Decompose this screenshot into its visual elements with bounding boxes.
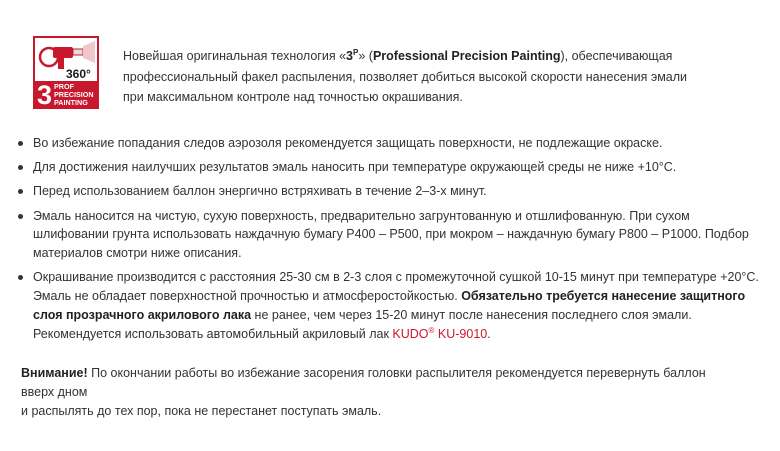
badge-line-painting: PAINTING [54,98,88,107]
list-item [18,207,763,263]
intro-tech-name: $3^P$ [346,48,359,64]
note-text: Перед использованием баллон энергично встряхивать в течение 2–3-х минут. [33,184,487,199]
badge-360-label: 360° [66,67,91,81]
note-text: Эмаль наносится на чистую, сухую поверхность, предварительно загрунтованную и отшлифованную. При сухом шлифовании грунта использовать наждачную бумагу P400 – P500, при мокром – наждачную бумагу P800 – P1000. Подбор материалов смотри ниже описания. [33,208,749,261]
note-text: Во избежание попадания следов аэрозоля рекомендуется защищать поверхности, не подлежащие окраске. [33,136,663,150]
intro-line-3: при максимальном контроле над точностью окрашивания. [123,90,463,105]
precision-painting-badge [33,36,99,109]
badge-line-prof: PROF [54,82,74,91]
warning-paragraph [21,364,741,421]
list-item [18,268,763,343]
note-text: не ранее, чем через 15-20 минут после нанесения последнего слоя эмали. Рекомендуется использовать автомобильный акриловый лак [33,307,692,341]
badge-number: 3 [37,80,53,107]
intro-tech-full: Professional Precision Painting [372,49,561,64]
instructions-list [18,134,763,349]
badge-line-precision: PRECISION [54,90,94,99]
spray-gun-icon [40,41,95,69]
intro-text-1: Новейшая оригинальная технология « [123,49,347,64]
note-text: Окрашивание производится с расстояния 25-30 см в 2-3 слоя с промежуточной сушкой 10-15 минут при температуре +20°C. [33,270,759,285]
warning-label: Внимание! [21,366,88,380]
intro-paragraph [123,43,743,108]
list-item [18,134,763,153]
note-text: Эмаль не обладает поверхностной прочностью и атмосферостойкостью. [33,289,462,304]
list-item [18,182,763,201]
list-item [18,158,763,177]
note-emphasis: Обязательно требуется нанесение защитного слоя прозрачного акрилового лака [33,289,746,322]
warning-text: и распылять до тех пор, пока не перестанет поступать эмаль. [21,404,382,418]
note-text: Для достижения наилучших результатов эмаль наносить при температуре окружающей среды не ниже +10°C. [33,160,677,175]
intro-text-2: » ( [358,49,373,64]
warning-text: По окончании работы во избежание засорения головки распылителя рекомендуется перевернуть баллон вверх дном [21,366,706,399]
note-text: . [487,326,491,341]
intro-tech-sup: P [353,48,359,57]
intro-line-2: профессиональный факел распыления, позволяет добиться высокой скорости нанесения эмали [123,69,688,84]
intro-text-3: ), обеспечивающая [560,49,673,64]
brand-link[interactable]: KUDO® KU-9010 [392,325,488,341]
